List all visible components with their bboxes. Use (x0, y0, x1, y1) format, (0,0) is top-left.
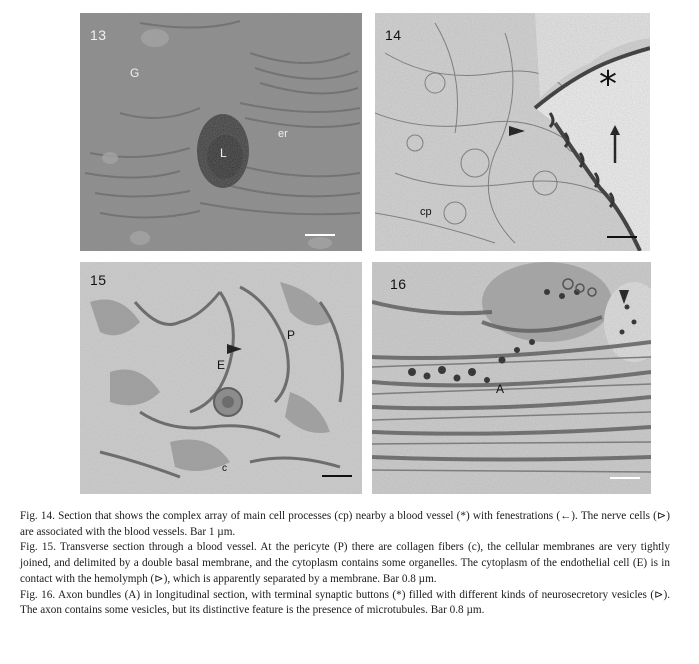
figure-16-micrograph (372, 262, 651, 494)
label-l: L (220, 146, 227, 160)
label-p: P (287, 328, 296, 342)
caption-fig-14: Fig. 14. Section that shows the complex array of main cell processes (cp) nearby a blood vessel (*) with fenestrations (←). The nerve cells (⊳) are associated with the blood vessels. Bar 1 µm. (20, 510, 670, 538)
label-cp: cp (420, 206, 432, 218)
figure-14-micrograph (375, 13, 650, 251)
label-er: er (278, 128, 288, 140)
label-g: G (130, 66, 140, 80)
figure-number: 15 (90, 272, 107, 288)
label-c: c (222, 463, 227, 474)
figure-number: 16 (390, 276, 407, 292)
figure-number: 13 (90, 27, 107, 43)
figure-captions (20, 509, 670, 619)
caption-fig-15: Fig. 15. Transverse section through a blood vessel. At the pericyte (P) there are collagen fibers (c), the cellular membranes are very tightly joined, and delimited by a double basal membrane, and the cytoplasm contains some organelles. The cytoplasm of the endothelial cell (E) is in contact with the hemolymph (⊳), which is apparently separated by a membrane. Bar 0.8 µm. (20, 541, 670, 585)
label-a: A (496, 382, 505, 396)
label-e: E (217, 358, 226, 372)
blood-vessel-asterisk: * (599, 64, 617, 105)
figure-number: 14 (385, 27, 402, 43)
figure-13-micrograph (80, 13, 362, 251)
caption-fig-16: Fig. 16. Axon bundles (A) in longitudinal section, with terminal synaptic buttons (*) filled with different kinds of neurosecretory vesicles (⊳). The axon contains some vesicles, but its distinctive feature is the presence of microtubules. Bar 0.8 µm. (20, 588, 670, 617)
figure-15-micrograph (80, 262, 362, 494)
